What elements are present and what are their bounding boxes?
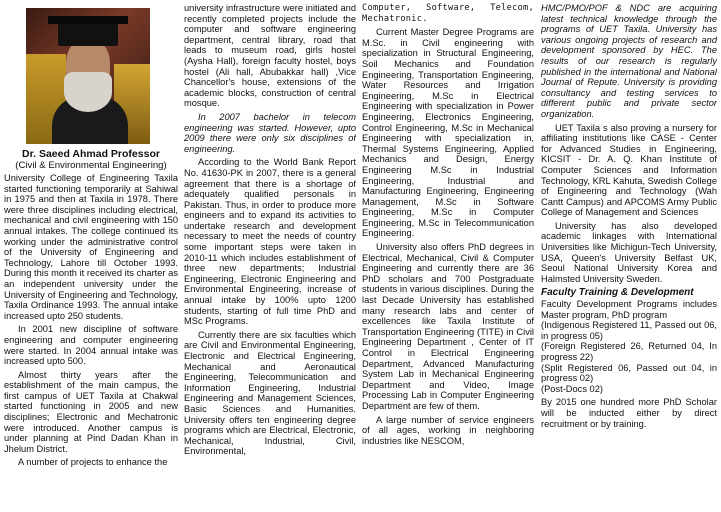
column-1 xyxy=(4,2,178,468)
faculty-training-heading: Faculty Training & Development xyxy=(541,287,694,299)
col4-paragraph-2: UET Taxila s also proving a nursery for affiliating institutions like CASE - Center for Advanced Studies in Engineering, KICSIT - Dr. A. Q. Khan Institute of Computer Sciences and Information Technology, KRL Kahuta, Swedish College of Engineering and Technology (Wah Cantt Campus) and APCOMS Army Public College of Management and Sciences xyxy=(541,122,717,218)
col3-paragraph-2: Current Master Degree Programs are M.Sc. in Civil engineering with specialization in Structural Engineering, Soil Mechanics and Foundation Engineering, Transportation Engineering, Water Resources and Irrigation Engineering, M.Sc in Electrical Engineering with specialization in Power Engineering, Electronics Engineering, Control Engineering, M.Sc in Mechanical Engineering with specialization in, Thermal Systems Engineering, Applied Mechanics and Design, Energy Engineering M.Sc in Industrial Engineering, Industrial and Manufacturing Engineering, Engineering Management, M.Sc in Software Engineering, M.Sc in Computer Engineering, M.Sc in Telecommunication Engineering. xyxy=(362,27,534,239)
training-item: (Split Registered 06, Passed out 04, in progress 02) xyxy=(541,362,717,384)
col4-paragraph-1: HMC/PMO/POF & NDC are acquiring latest technical knowledge through the programs of UET Taxila. University has various ongoing projects of research and development sponsored by HEC. The results of our research is regularly published in the international and National Journal of Repute. University is providing consultancy and testing services to different public and private sector organization. xyxy=(541,3,717,119)
professor-photo xyxy=(26,8,150,144)
column-3 xyxy=(362,3,534,446)
col4-paragraph-4: Faculty Development Programs includes Master program, PhD program xyxy=(541,299,717,320)
training-item: (Foreign Registered 26, Returned 04, In progress 22) xyxy=(541,341,717,362)
col3-paragraph-1: Computer, Software, Telecom, Mechatronic. xyxy=(362,3,534,24)
column-2 xyxy=(184,3,356,457)
col2-paragraph-2: In 2007 bachelor in telecom engineering was started. However, upto 2009 there were only six disciplines of engineering. xyxy=(184,111,356,154)
professor-department: (Civil & Environmental Engineering) xyxy=(15,160,167,171)
col1-paragraph-1: University College of Engineering Taxila started functioning temporarily at Sahiwal in 1975 and then at Taxila in 1978. There were three disciplines including electrical, mechanical and civil engineering with 150 annual intakes. The college continued its working under the administrative control of the University of Engineering and Technology, Lahore till October 1993. During this month it received its charter as an independent university under the University of Engineering and Technology, Taxila Ordinance 1993. The annual intake increased upto 250 students. xyxy=(4,173,178,321)
training-item: (Indigenous Registered 11, Passed out 06, in progress 05) xyxy=(541,320,717,341)
column-4 xyxy=(541,3,717,429)
col3-paragraph-3: University also offers PhD degrees in Electrical, Mechanical, Civil & Computer Engineering and currently there are 36 PhD scholars and 700 Postgraduate students in various disciplines. During the last Decade University has established many research labs and center of excellences like Taxila Institute of Transportation Engineering (TITE) in Civil Engineering Department , Center of IT Control in Electrical Engineering Department, Advanced Manufacturing System Lab in Mechanical Engineering Department and Video, Image Processing Lab in Computer Engineering Department are few of them. xyxy=(362,242,534,411)
col1-paragraph-3: Almost thirty years after the establishment of the main campus, the first campus of UET Taxila at Chakwal started functioning in 2005 and new disciplines; Electronic and Mechatronic were introduced. Another campus is under planning at Pind Dadan Khan in Jhelum District. xyxy=(4,369,178,454)
col2-paragraph-1: university infrastructure were initiated and recently completed projects include the computer and software engineering department, central library, road that leads to museum road, girls hostel (Aysha Hall), foreign faculty hostel, boys hostel (Ali hall, Abubakkar hall) ,Vice Chancellor's house, extensions of the academic blocks, construction of central mosque. xyxy=(184,3,356,109)
col2-paragraph-3: According to the World Bank Report No. 41630-PK in 2007, there is a general agreement that there is a shortage of adequately qualified personals in Pakistan. Thus, in order to produce more engineers and to expand its activities to undertake research and development necessary to meet the needs of country some important steps were taken in 2010-11 which includes establishment of three new departments; Industrial Engineering, Electronic Engineering and Environmental Engineering, increase of annual intake by 100% upto 1200 students, starting of full time PhD and MSc Programs. xyxy=(184,157,356,327)
col1-paragraph-2: In 2001 new discipline of software engineering and computer engineering were started. In 2004 annual intake was increased upto 500. xyxy=(4,324,178,367)
col2-paragraph-4: Currently there are six faculties which are Civil and Environmental Engineering, Electronic and Electrical Engineering, Mechanical and Aeronautical Engineering, Telecommunication and Information Engineering, Industrial Engineering and Management Sciences, Basic Sciences and Humanities. University offers ten engineering degree programs which are Electrical, Electronic, Mechanical, Industrial, Civil, Environmental, xyxy=(184,329,356,457)
professor-name: Dr. Saeed Ahmad Professor xyxy=(22,148,160,160)
col4-paragraph-5: By 2015 one hundred more PhD Scholar will be inducted either by direct recruitment or by training. xyxy=(541,397,717,429)
training-item: (Post-Docs 02) xyxy=(541,383,603,394)
col1-paragraph-4: A number of projects to enhance the xyxy=(18,457,168,468)
col4-paragraph-3: University has also developed academic linkages with International Universities like Michigun-Tech University, USA, Queen's University Belfast UK, Seoul National University Korea and Halmsted University Sweden. xyxy=(541,220,717,284)
col3-paragraph-4: A large number of service engineers of all ages, working in neighboring industries like NESCOM, xyxy=(362,414,534,446)
